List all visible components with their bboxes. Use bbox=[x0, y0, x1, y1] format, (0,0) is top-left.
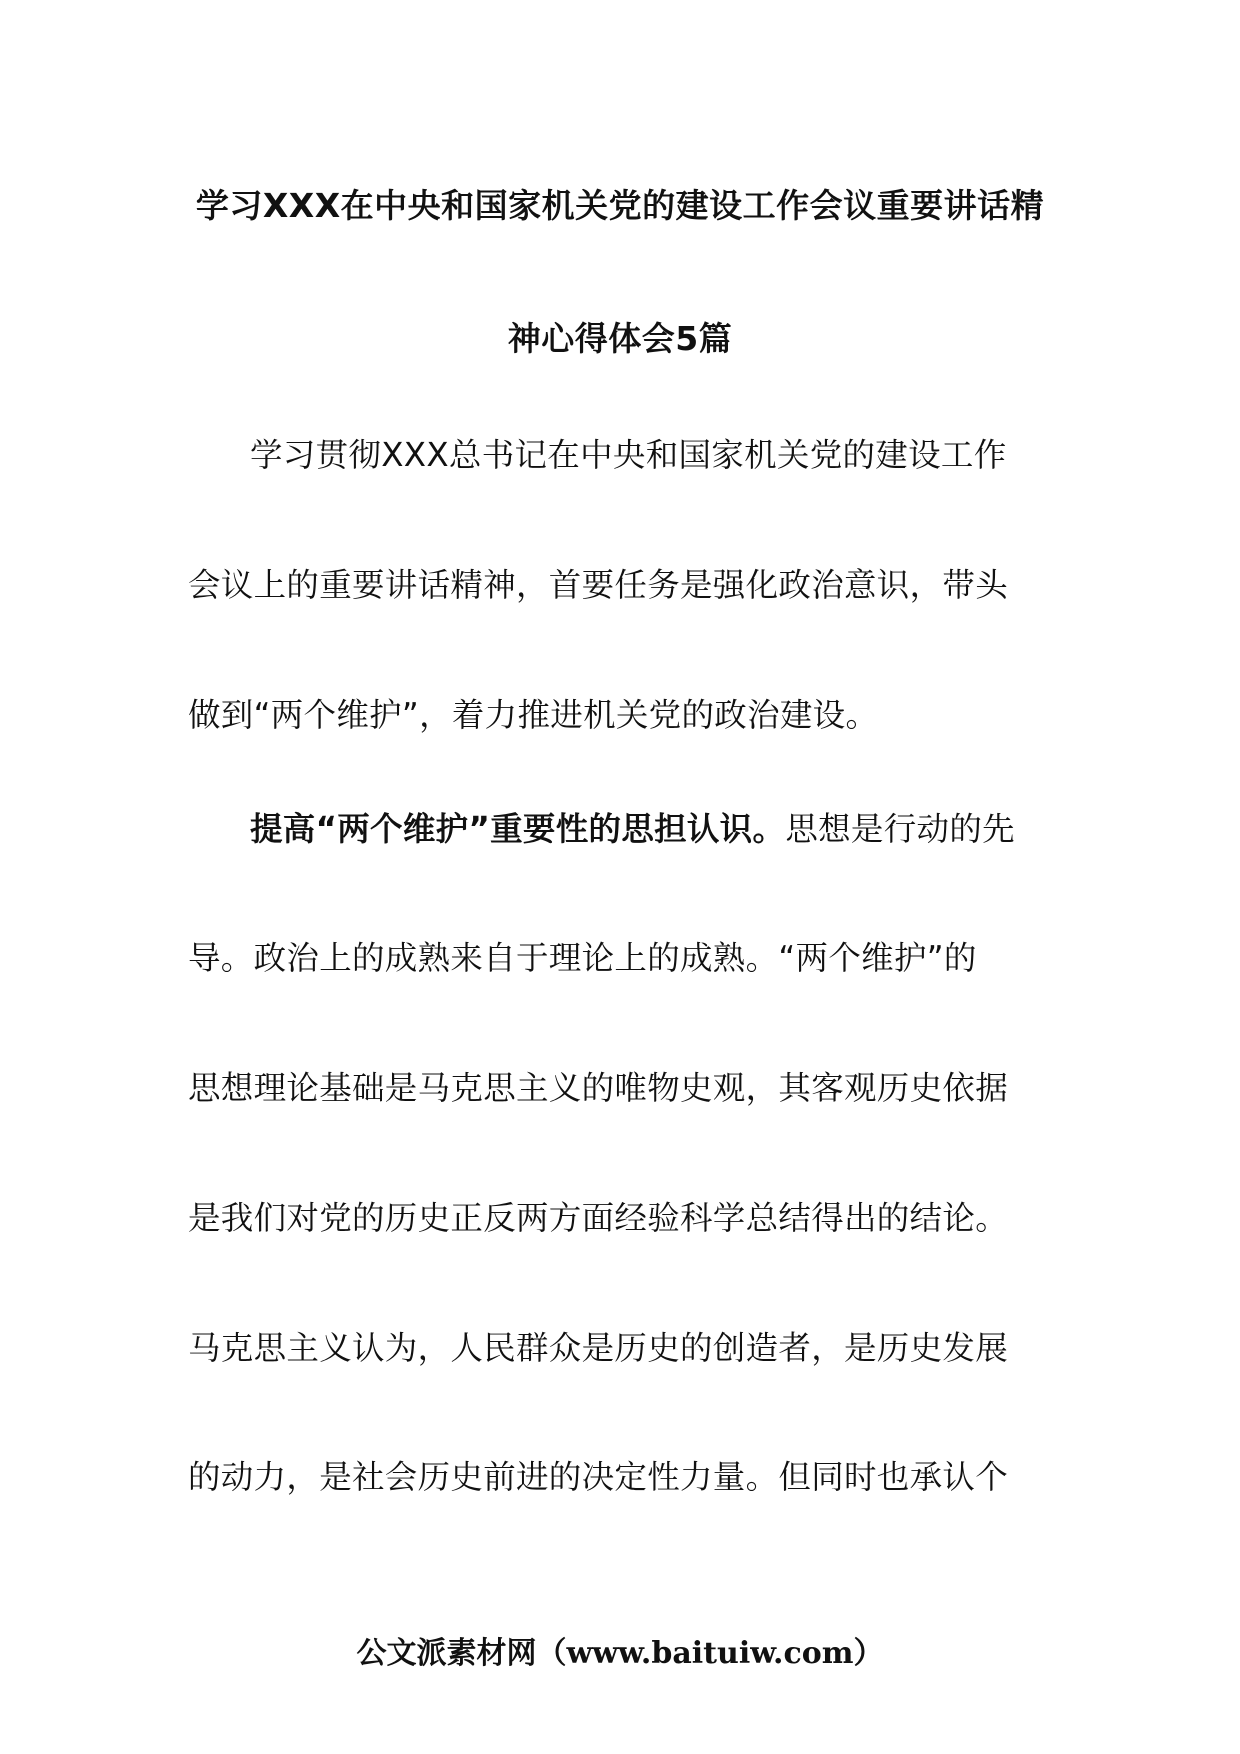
paragraph-2-first-line-text: 思想是行动的先 bbox=[785, 810, 1015, 848]
paragraph-2-line-1 bbox=[250, 804, 1068, 850]
paragraph-2-line-2: 导。政治上的成熟来自于理论上的成熟。“两个维护”的 bbox=[188, 939, 977, 977]
document-title-line-2: 神心得体会5篇 bbox=[507, 319, 733, 358]
paragraph-2-heading: 提高“两个维护”重要性的思担认识。 bbox=[250, 810, 786, 848]
paragraph-2-line-5: 马克思主义认为，人民群众是历史的创造者，是历史发展 bbox=[188, 1329, 1009, 1367]
footer-watermark: 公文派素材网（www.baituiw.com） bbox=[356, 1636, 884, 1671]
paragraph-2-line-3: 思想理论基础是马克思主义的唯物史观，其客观历史依据 bbox=[188, 1069, 1009, 1107]
document-title-line-1: 学习XXX在中央和国家机关党的建设工作会议重要讲话精 bbox=[195, 186, 1045, 225]
paragraph-2-line-6: 的动力，是社会历史前进的决定性力量。但同时也承认个 bbox=[188, 1458, 1009, 1496]
paragraph-1-line-1: 学习贯彻XXX总书记在中央和国家机关党的建设工作 bbox=[250, 436, 1007, 474]
paragraph-2-line-4: 是我们对党的历史正反两方面经验科学总结得出的结论。 bbox=[188, 1199, 1009, 1237]
paragraph-1-line-2: 会议上的重要讲话精神，首要任务是强化政治意识，带头 bbox=[188, 566, 1009, 604]
paragraph-1-line-3: 做到“两个维护”，着力推进机关党的政治建设。 bbox=[188, 696, 879, 734]
